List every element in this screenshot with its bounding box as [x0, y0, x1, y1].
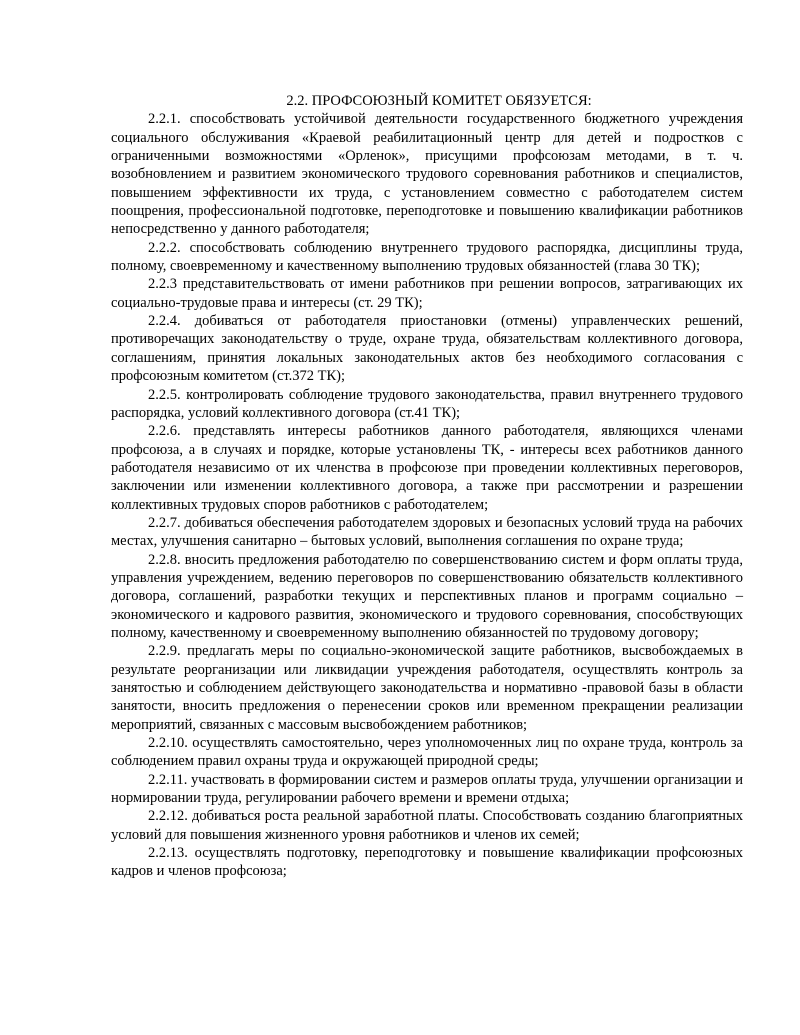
- clause-2-2-6: 2.2.6. представлять интересы работников данного работодателя, являющихся членами профсоюза, а в случаях и порядке, которые установлены ТК, - интересы всех работников данного работодателя независимо от их членства в профсоюзе при проведении коллективных переговоров, заключении или изменении коллективного договора, а также при рассмотрении и разрешении коллективных трудовых споров работников с работодателем;: [111, 423, 743, 513]
- clause-2-2-5: 2.2.5. контролировать соблюдение трудового законодательства, правил внутреннего трудового распорядка, условий коллективного договора (ст.41 ТК);: [111, 386, 743, 421]
- clause-2-2-2: 2.2.2. способствовать соблюдению внутреннего трудового распорядка, дисциплины труда, полному, своевременному и качественному выполнению трудовых обязанностей (глава 30 ТК);: [111, 239, 743, 275]
- clause-2-2-9: 2.2.9. предлагать меры по социально-экономической защите работников, высвобождаемых в результате реорганизации или ликвидации учреждения работодателя, осуществлять контроль за занятостью и соблюдением действующего законодательства и нормативно -правовой базы в области занятости, вносить предложения о перенесении сроков или временном прекращении реализации мероприятий, связанных с массовым высвобождением работников;: [111, 643, 743, 733]
- clause-2-2-8: 2.2.8. вносить предложения работодателю по совершенствованию систем и форм оплаты труда, управления учреждением, ведению переговоров по совершенствованию обязательств коллективного договора, соглашений, разработки текущих и перспективных планов и программ социально – экономического и кадрового развития, экономического и трудового соревнования, способствующих полному, качественному и своевременному выполнению обязанностей по трудовому договору;: [111, 551, 743, 641]
- clause-2-2-12: 2.2.12. добиваться роста реальной заработной платы. Способствовать созданию благоприятных условий для повышения жизненного уровня работников и членов их семей;: [111, 808, 743, 843]
- clause-2-2-13: 2.2.13. осуществлять подготовку, переподготовку и повышение квалификации профсоюзных кадров и членов профсоюза;: [111, 845, 743, 880]
- clause-2-2-10: 2.2.10. осуществлять самостоятельно, через уполномоченных лиц по охране труда, контроль за соблюдением правил охраны труда и окружающей природной среды;: [111, 735, 743, 770]
- clause-2-2-4: 2.2.4. добиваться от работодателя приостановки (отмены) управленческих решений, противоречащих законодательству о труде, охране труда, обязательствам коллективного договора, соглашениям, принятия локальных законодательных актов без необходимого согласования с профсоюзным комитетом (ст.372 ТК);: [111, 313, 743, 385]
- clause-2-2-7: 2.2.7. добиваться обеспечения работодателем здоровых и безопасных условий труда на рабочих местах, улучшения санитарно – бытовых условий, выполнения соглашения по охране труда;: [111, 514, 743, 550]
- clause-2-2-1: 2.2.1. способствовать устойчивой деятельности государственного бюджетного учреждения социального обслуживания «Краевой реабилитационный центр для детей и подростков с ограниченными возможностями «Орленок», присущими профсоюзам методами, в т. ч. возобновлением и развитием экономического трудового соревнования работников и специалистов, повышением эффективности их труда, с установлением совместно с работодателем систем поощрения, профессиональной подготовке, переподготовке и повышению квалификации работников непосредственно у данного работодателя;: [111, 111, 743, 238]
- document-page: [111, 92, 743, 881]
- clause-2-2-11: 2.2.11. участвовать в формировании систем и размеров оплаты труда, улучшении организации и нормировании труда, регулировании рабочего времени и времени отдыха;: [111, 771, 743, 807]
- section-heading: 2.2. ПРОФСОЮЗНЫЙ КОМИТЕТ ОБЯЗУЕТСЯ:: [286, 93, 592, 109]
- clause-2-2-3: 2.2.3 представительствовать от имени работников при решении вопросов, затрагивающих их социально-трудовые права и интересы (ст. 29 ТК);: [111, 276, 743, 311]
